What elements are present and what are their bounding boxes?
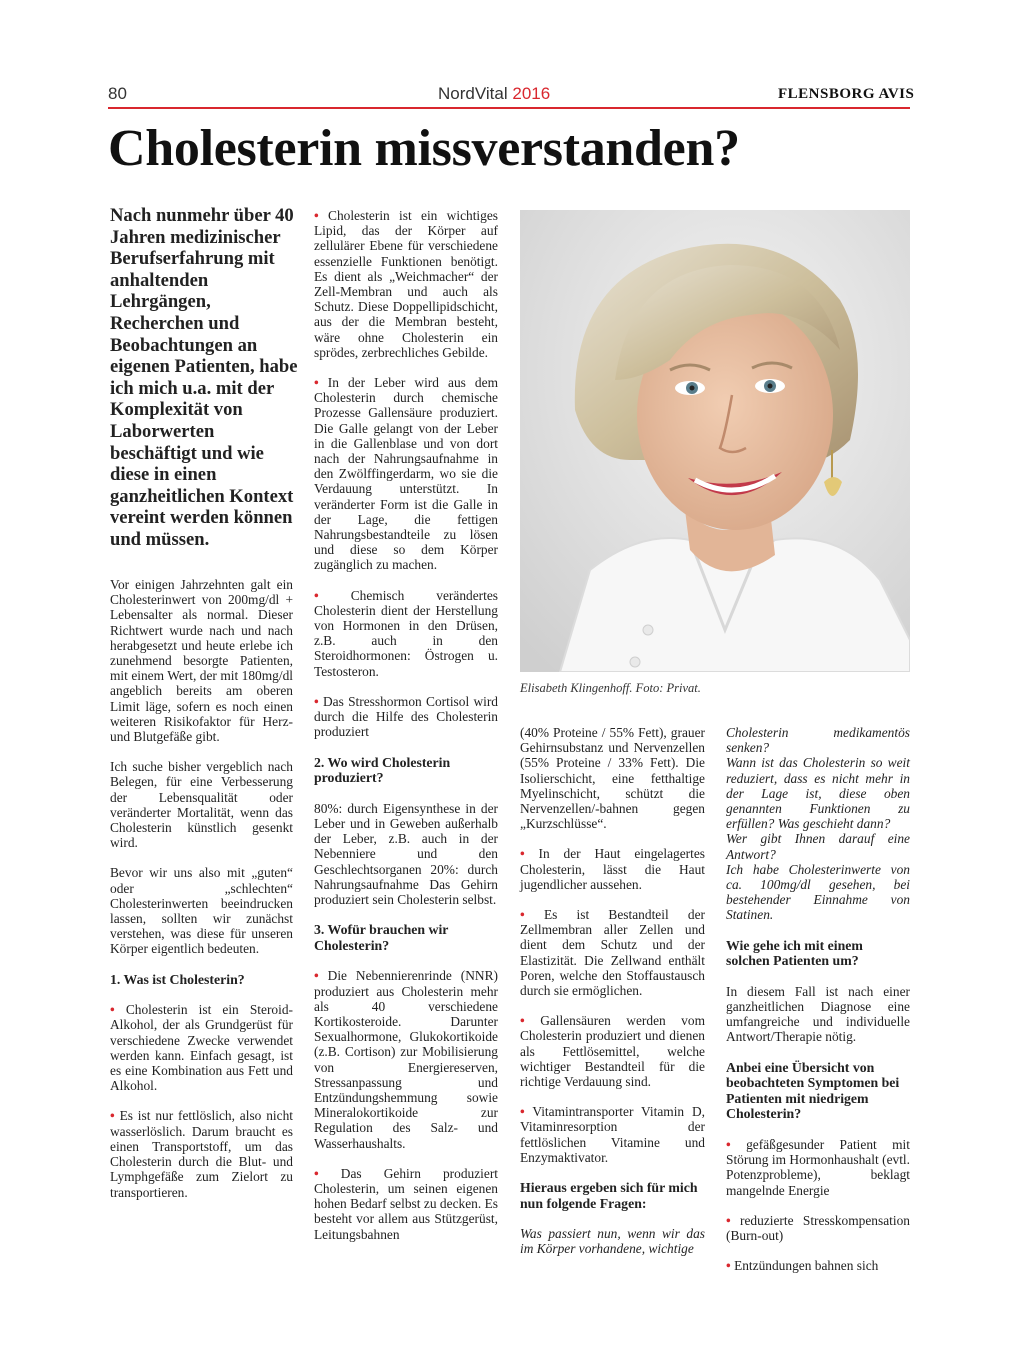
section-heading: Wie gehe ich mit einem solchen Patienten um? — [726, 937, 863, 969]
text-column-1 — [110, 577, 293, 1215]
bullet-icon: • — [110, 1108, 115, 1124]
magazine-year: 2016 — [512, 84, 551, 103]
bullet-icon: • — [314, 375, 319, 391]
bullet-item — [314, 208, 498, 360]
bullet-item — [110, 1002, 293, 1093]
bullet-icon: • — [520, 1013, 525, 1029]
bullet-item — [726, 1137, 910, 1198]
section-heading: 3. Wofür brauchen wir Cholesterin? — [314, 922, 449, 953]
bullet-text: Entzündungen bahnen sich — [734, 1258, 879, 1274]
paragraph: 80%: durch Eigensynthese in der Leber und in Geweben außerhalb der Leber, z.B. auch in der Nebenniere und den Geschlechtsorganen 20%: durch Nahrungsaufnahme Das Gehirn produziert sein Cholesterin selbst. — [314, 800, 498, 907]
bullet-item — [314, 1166, 498, 1242]
bullet-text: Das Gehirn produziert Cholesterin, um seinen eigenen hohen Bedarf selbst zu decken. Es besteht vor allem aus Stützgerüst, Leitungsbahnen — [314, 1165, 498, 1242]
bullet-icon: • — [520, 846, 525, 862]
question-text: Ich habe Cholesterinwerte von ca. 100mg/dl gesehen, bei bestehender Einnahme von Statinen. — [726, 861, 910, 923]
question-text: Wann ist das Cholesterin so weit reduziert, dass es nicht mehr in der Lage ist, diese oben genannten Funktionen zu erfüllen? Was geschieht dann? — [726, 755, 910, 832]
bullet-text: Es ist Bestandteil der Zellmembran aller Zellen und dient dem Schutz und der Elastizität. Die Zellwand enthält Poren, welche den Stoffaustausch durch sie ermöglichen. — [520, 907, 705, 999]
bullet-text: Das Stresshormon Cortisol wird durch die Hilfe des Cholesterin produziert — [314, 693, 498, 740]
bullet-text: Cholesterin ist ein Steroid-Alkohol, der als Grundgerüst für verschiedene Zwecke verwendet werden kann. Einfach gesagt, ist es eine Kombination aus Fett und Alkohol. — [110, 1002, 293, 1094]
portrait-photo — [520, 210, 910, 672]
bullet-text: In der Leber wird aus dem Cholesterin durch chemische Prozesse Gallensäure produziert. Die Galle gelangt von der Leber in die Gallenblase und von dort nach der Nahrungsaufnahme in den Zwölffingerdarm, wo sie die Verdauung unterstützt. In veränderter Form ist die Galle in der Lage, die fettigen Nahrungsbestandteile zu lösen und diese so dem Körper zugänglich zu machen. — [314, 375, 498, 573]
bullet-item — [314, 968, 498, 1150]
bullet-item — [520, 1104, 705, 1165]
page-number: 80 — [108, 84, 127, 103]
bullet-item — [314, 694, 498, 740]
section-heading: Hieraus ergeben sich für mich nun folgende Fragen: — [520, 1180, 698, 1211]
text-column-3 — [520, 725, 705, 1272]
bullet-icon: • — [726, 1258, 731, 1274]
header-divider — [108, 107, 910, 109]
text-column-4 — [726, 725, 910, 1288]
paragraph: Vor einigen Jahrzehnten galt ein Cholesterinwert von 200mg/dl + Lebensalter als normal. Dieser Richtwert wurde nach und nach herabgesetzt und heute erlebe ich zunehmend besorgte Patienten, mit einem Wert, der mit 180mg/dl angeblich bereits am oberen Limit läge, sofern es noch einen weiteren Risikofaktor für Herz- und Blutgefäße gibt. — [110, 577, 293, 745]
bullet-icon: • — [314, 693, 319, 709]
article-intro: Nach nunmehr über 40 Jahren medizinischer Berufserfahrung mit anhaltenden Lehrgängen, Recherchen und Beobachtungen an eigenen Patienten, habe ich mich u.a. mit der Komplexität von Laborwerten beschäftigt und wie diese in einen ganzheitlichen Kontext vereint werden können und müssen. — [110, 205, 298, 550]
photo-caption: Elisabeth Klingenhoff. Foto: Privat. — [520, 681, 701, 695]
paragraph: Ich suche bisher vergeblich nach Belegen, für eine Verbesserung der Lebensqualität oder veränderter Mortalität, wenn das Cholesterin künstlich gesenkt wird. — [110, 759, 293, 851]
bullet-item — [520, 1013, 705, 1089]
bullet-icon: • — [110, 1002, 115, 1018]
bullet-icon: • — [314, 1165, 319, 1181]
bullet-item — [726, 1213, 910, 1243]
bullet-item — [520, 846, 705, 892]
bullet-text: gefäßgesunder Patient mit Störung im Hormonhaushalt (evtl. Potenzprobleme), beklagt mangelnde Energie — [726, 1137, 910, 1198]
bullet-item — [314, 588, 498, 679]
bullet-text: Chemisch verändertes Cholesterin dient der Herstellung von Hormonen in den Drüsen, z.B. auch in den Steroidhormonen: Östrogen u. Testosteron. — [314, 587, 498, 679]
paragraph: Bevor wir uns also mit „guten“ oder „schlechten“ Cholesterinwerten beeindrucken lassen, sollten wir zunächst verstehen, was diese für unseren Körper eigentlich bedeuten. — [110, 865, 293, 957]
paragraph: (40% Proteine / 55% Fett), grauer Gehirnsubstanz und Nervenzellen (55% Proteine / 33% Fett). Die Isolierschicht, eine fetthaltige Myelinschicht, schützt die Nervenzellen/-bahnen gegen „Kurzschlüsse“. — [520, 725, 705, 832]
paragraph: In diesem Fall ist nach einer ganzheitlichen Diagnose eine umfangreiche und individuelle Antwort/Therapie nötig. — [726, 983, 910, 1045]
text-column-2 — [314, 208, 498, 1257]
magazine-name — [438, 84, 550, 104]
bullet-icon: • — [726, 1137, 731, 1153]
bullet-icon: • — [314, 208, 319, 223]
article-title: Cholesterin missverstanden? — [108, 120, 740, 177]
section-heading: Anbei eine Übersicht von beobachteten Symptomen bei Patienten mit niedrigem Cholesterin? — [726, 1059, 900, 1122]
question-text: Wer gibt Ihnen darauf eine Antwort? — [726, 831, 910, 862]
section-heading: 2. Wo wird Cholesterin produziert? — [314, 754, 451, 786]
bullet-text: reduzierte Stresskompensation (Burn-out) — [726, 1212, 910, 1244]
bullet-text: Vitamintransporter Vitamin D, Vitaminresorption der fettlöslichen Vitamine und Enzymaktivator. — [520, 1104, 705, 1165]
bullet-icon: • — [314, 587, 319, 603]
bullet-text: In der Haut eingelagertes Cholesterin, lässt die Haut jugendlicher aussehen. — [520, 846, 705, 892]
bullet-item — [726, 1258, 910, 1273]
bullet-icon: • — [314, 968, 319, 984]
bullet-text: Gallensäuren werden vom Cholesterin produziert und dienen als Fettlösemittel, welche wichtiger Bestandteil für die richtige Verdauung sind. — [520, 1013, 705, 1090]
bullet-text: Es ist nur fettlöslich, also nicht wasserlöslich. Darum braucht es einen Transportstoff, um das Cholesterin durch die Blut- und Lymphgefäße zum Zielort zu transportieren. — [110, 1108, 293, 1200]
question-text: Was passiert nun, wenn wir das im Körper vorhandene, wichtige — [520, 1226, 705, 1257]
bullet-item — [110, 1108, 293, 1199]
bullet-item — [520, 907, 705, 998]
bullet-item — [314, 375, 498, 573]
publisher-logo: FLENSBORG AVIS — [778, 86, 915, 102]
bullet-icon: • — [520, 907, 525, 923]
question-text: Cholesterin medikamentös senken? — [726, 725, 910, 756]
bullet-text: Cholesterin ist ein wichtiges Lipid, das der Körper auf zellulärer Ebene für verschiedene essenzielle Funktionen benötigt. Es dient als „Weichmacher“ der Zell-Membran und auch als Schutz. Diese Doppellipidschicht, aus der die Membran besteht, wäre ohne Cholesterin ein sprödes, zerbrechliches Gebilde. — [314, 208, 498, 360]
section-heading: 1. Was ist Cholesterin? — [110, 971, 245, 987]
bullet-icon: • — [520, 1104, 525, 1120]
bullet-icon: • — [726, 1212, 731, 1228]
bullet-text: Die Nebennierenrinde (NNR) produziert aus Cholesterin mehr als 40 verschiedene Kortikosteroide. Darunter Sexualhormone, Glukokortikoide (z.B. Cortison) zur Mobilisierung von Energiereserven, Stressanpassung und Entzündungshemmung sowie Mineralokortikoide zur Regulation des Salz- und Wasserhaushalts. — [314, 968, 498, 1151]
magazine-title: NordVital — [438, 84, 508, 103]
